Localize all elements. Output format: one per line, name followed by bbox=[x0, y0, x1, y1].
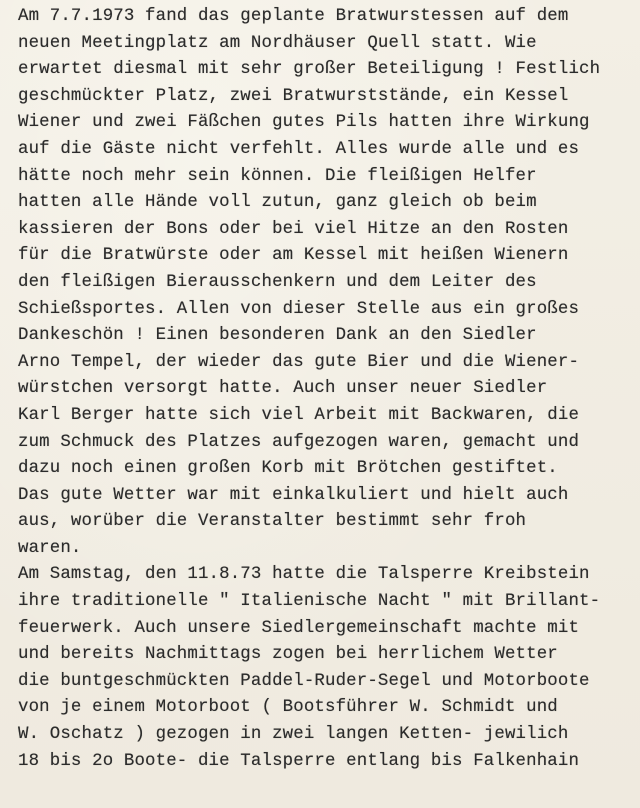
text-line: Am Samstag, den 11.8.73 hatte die Talsperre Kreibstein bbox=[18, 565, 590, 585]
text-line: die buntgeschmückten Paddel-Ruder-Segel und Motorboote bbox=[18, 671, 590, 691]
text-line: erwartet diesmal mit sehr großer Beteiligung ! Festlich bbox=[18, 60, 601, 80]
text-line: würstchen versorgt hatte. Auch unser neuer Siedler bbox=[18, 379, 548, 399]
text-line: Karl Berger hatte sich viel Arbeit mit Backwaren, die bbox=[18, 405, 580, 425]
text-line: auf die Gäste nicht verfehlt. Alles wurde alle und es bbox=[18, 139, 580, 159]
text-line: Wiener und zwei Fäßchen gutes Pils hatten ihre Wirkung bbox=[18, 113, 590, 133]
text-line: dazu noch einen großen Korb mit Brötchen gestiftet. bbox=[18, 459, 558, 479]
text-line: feuerwerk. Auch unsere Siedlergemeinschaft machte mit bbox=[18, 618, 580, 638]
text-line: W. Oschatz ) gezogen in zwei langen Ketten- jewilich bbox=[18, 725, 569, 745]
text-line: Dankeschön ! Einen besonderen Dank an den Siedler bbox=[18, 326, 537, 346]
text-line: zum Schmuck des Platzes aufgezogen waren, gemacht und bbox=[18, 432, 580, 452]
text-line: hätte noch mehr sein können. Die fleißigen Helfer bbox=[18, 166, 537, 186]
text-line: und bereits Nachmittags zogen bei herrlichem Wetter bbox=[18, 645, 558, 665]
text-line: geschmückter Platz, zwei Bratwurststände, ein Kessel bbox=[18, 86, 569, 106]
text-line: Am 7.7.1973 fand das geplante Bratwurstessen auf dem bbox=[18, 7, 569, 26]
text-line: kassieren der Bons oder bei viel Hitze an den Rosten bbox=[18, 219, 569, 239]
text-line: den fleißigen Bierausschenkern und dem Leiter des bbox=[18, 272, 537, 292]
text-line: Arno Tempel, der wieder das gute Bier und die Wiener- bbox=[18, 352, 580, 372]
text-line: für die Bratwürste oder am Kessel mit heißen Wienern bbox=[18, 246, 569, 266]
text-line: waren. bbox=[18, 538, 82, 558]
text-line: Das gute Wetter war mit einkalkuliert und hielt auch bbox=[18, 485, 569, 505]
text-line: hatten alle Hände voll zutun, ganz gleich ob beim bbox=[18, 193, 537, 213]
text-line: 18 bis 2o Boote- die Talsperre entlang bis Falkenhain bbox=[18, 751, 580, 771]
text-line: ihre traditionelle " Italienische Nacht " mit Brillant- bbox=[18, 592, 601, 612]
text-line: neuen Meetingplatz am Nordhäuser Quell statt. Wie bbox=[18, 33, 537, 53]
text-line: aus, worüber die Veranstalter bestimmt sehr froh bbox=[18, 512, 527, 532]
text-line: von je einem Motorboot ( Bootsführer W. Schmidt und bbox=[18, 698, 558, 718]
document-text bbox=[18, 4, 600, 775]
text-line: Schießsportes. Allen von dieser Stelle aus ein großes bbox=[18, 299, 580, 319]
